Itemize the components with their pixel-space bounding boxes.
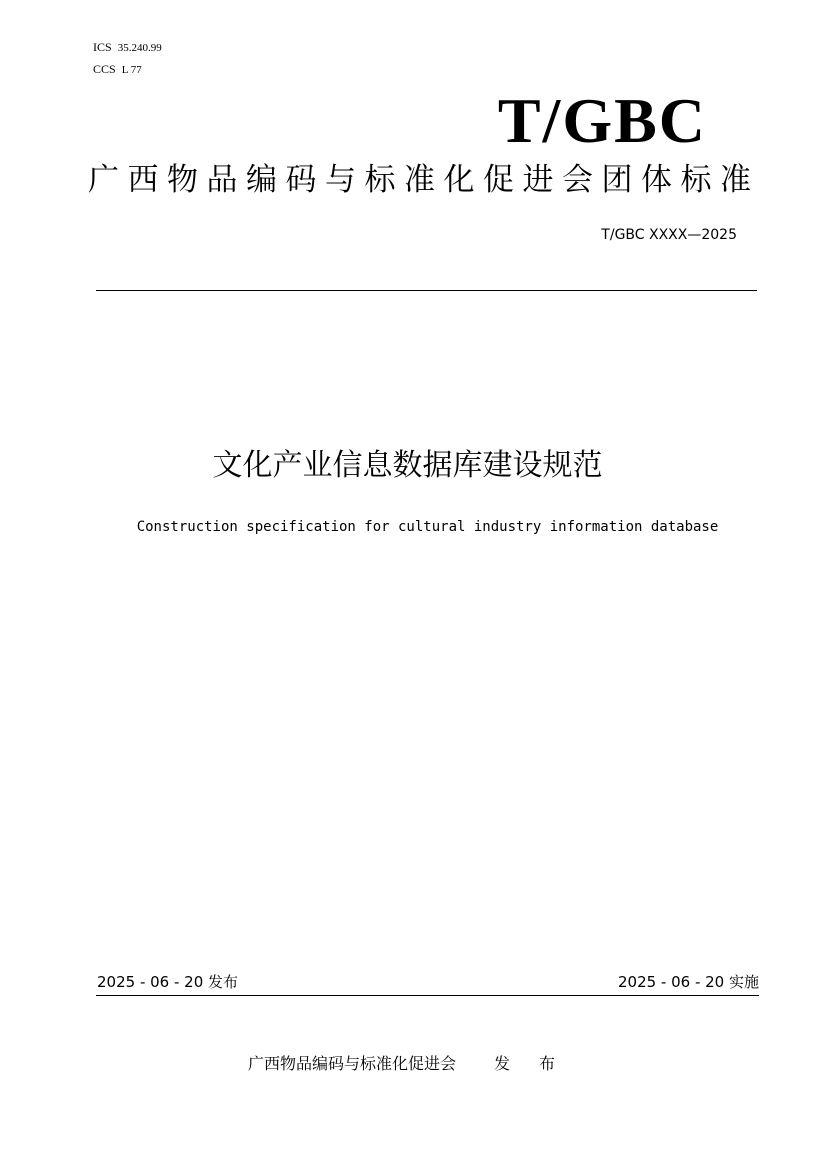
implementation-date: 2025 - 06 - 20 实施 — [617, 973, 759, 991]
organization-standard-name: 广西物品编码与标准化促进会团体标准 — [88, 162, 760, 198]
ics-code: 35.240.99 — [117, 42, 162, 54]
ics-label: ICS — [93, 40, 112, 54]
ccs-code: L 77 — [121, 64, 142, 76]
ccs-classification — [93, 62, 142, 77]
publisher-line — [0, 1052, 815, 1076]
header-divider — [96, 290, 757, 291]
publisher-name: 广西物品编码与标准化促进会 — [247, 1054, 456, 1073]
standard-logo: T/GBC — [497, 85, 707, 156]
publish-action: 发 布 — [493, 1054, 568, 1073]
document-title-english: Construction specification for cultural industry information database — [136, 519, 719, 535]
ics-classification — [93, 40, 162, 55]
ccs-label: CCS — [93, 62, 116, 76]
document-title-chinese: 文化产业信息数据库建设规范 — [212, 448, 603, 483]
standard-number: T/GBC XXXX—2025 — [601, 227, 737, 243]
issue-date: 2025 - 06 - 20 发布 — [97, 973, 239, 991]
footer-divider — [96, 995, 759, 996]
